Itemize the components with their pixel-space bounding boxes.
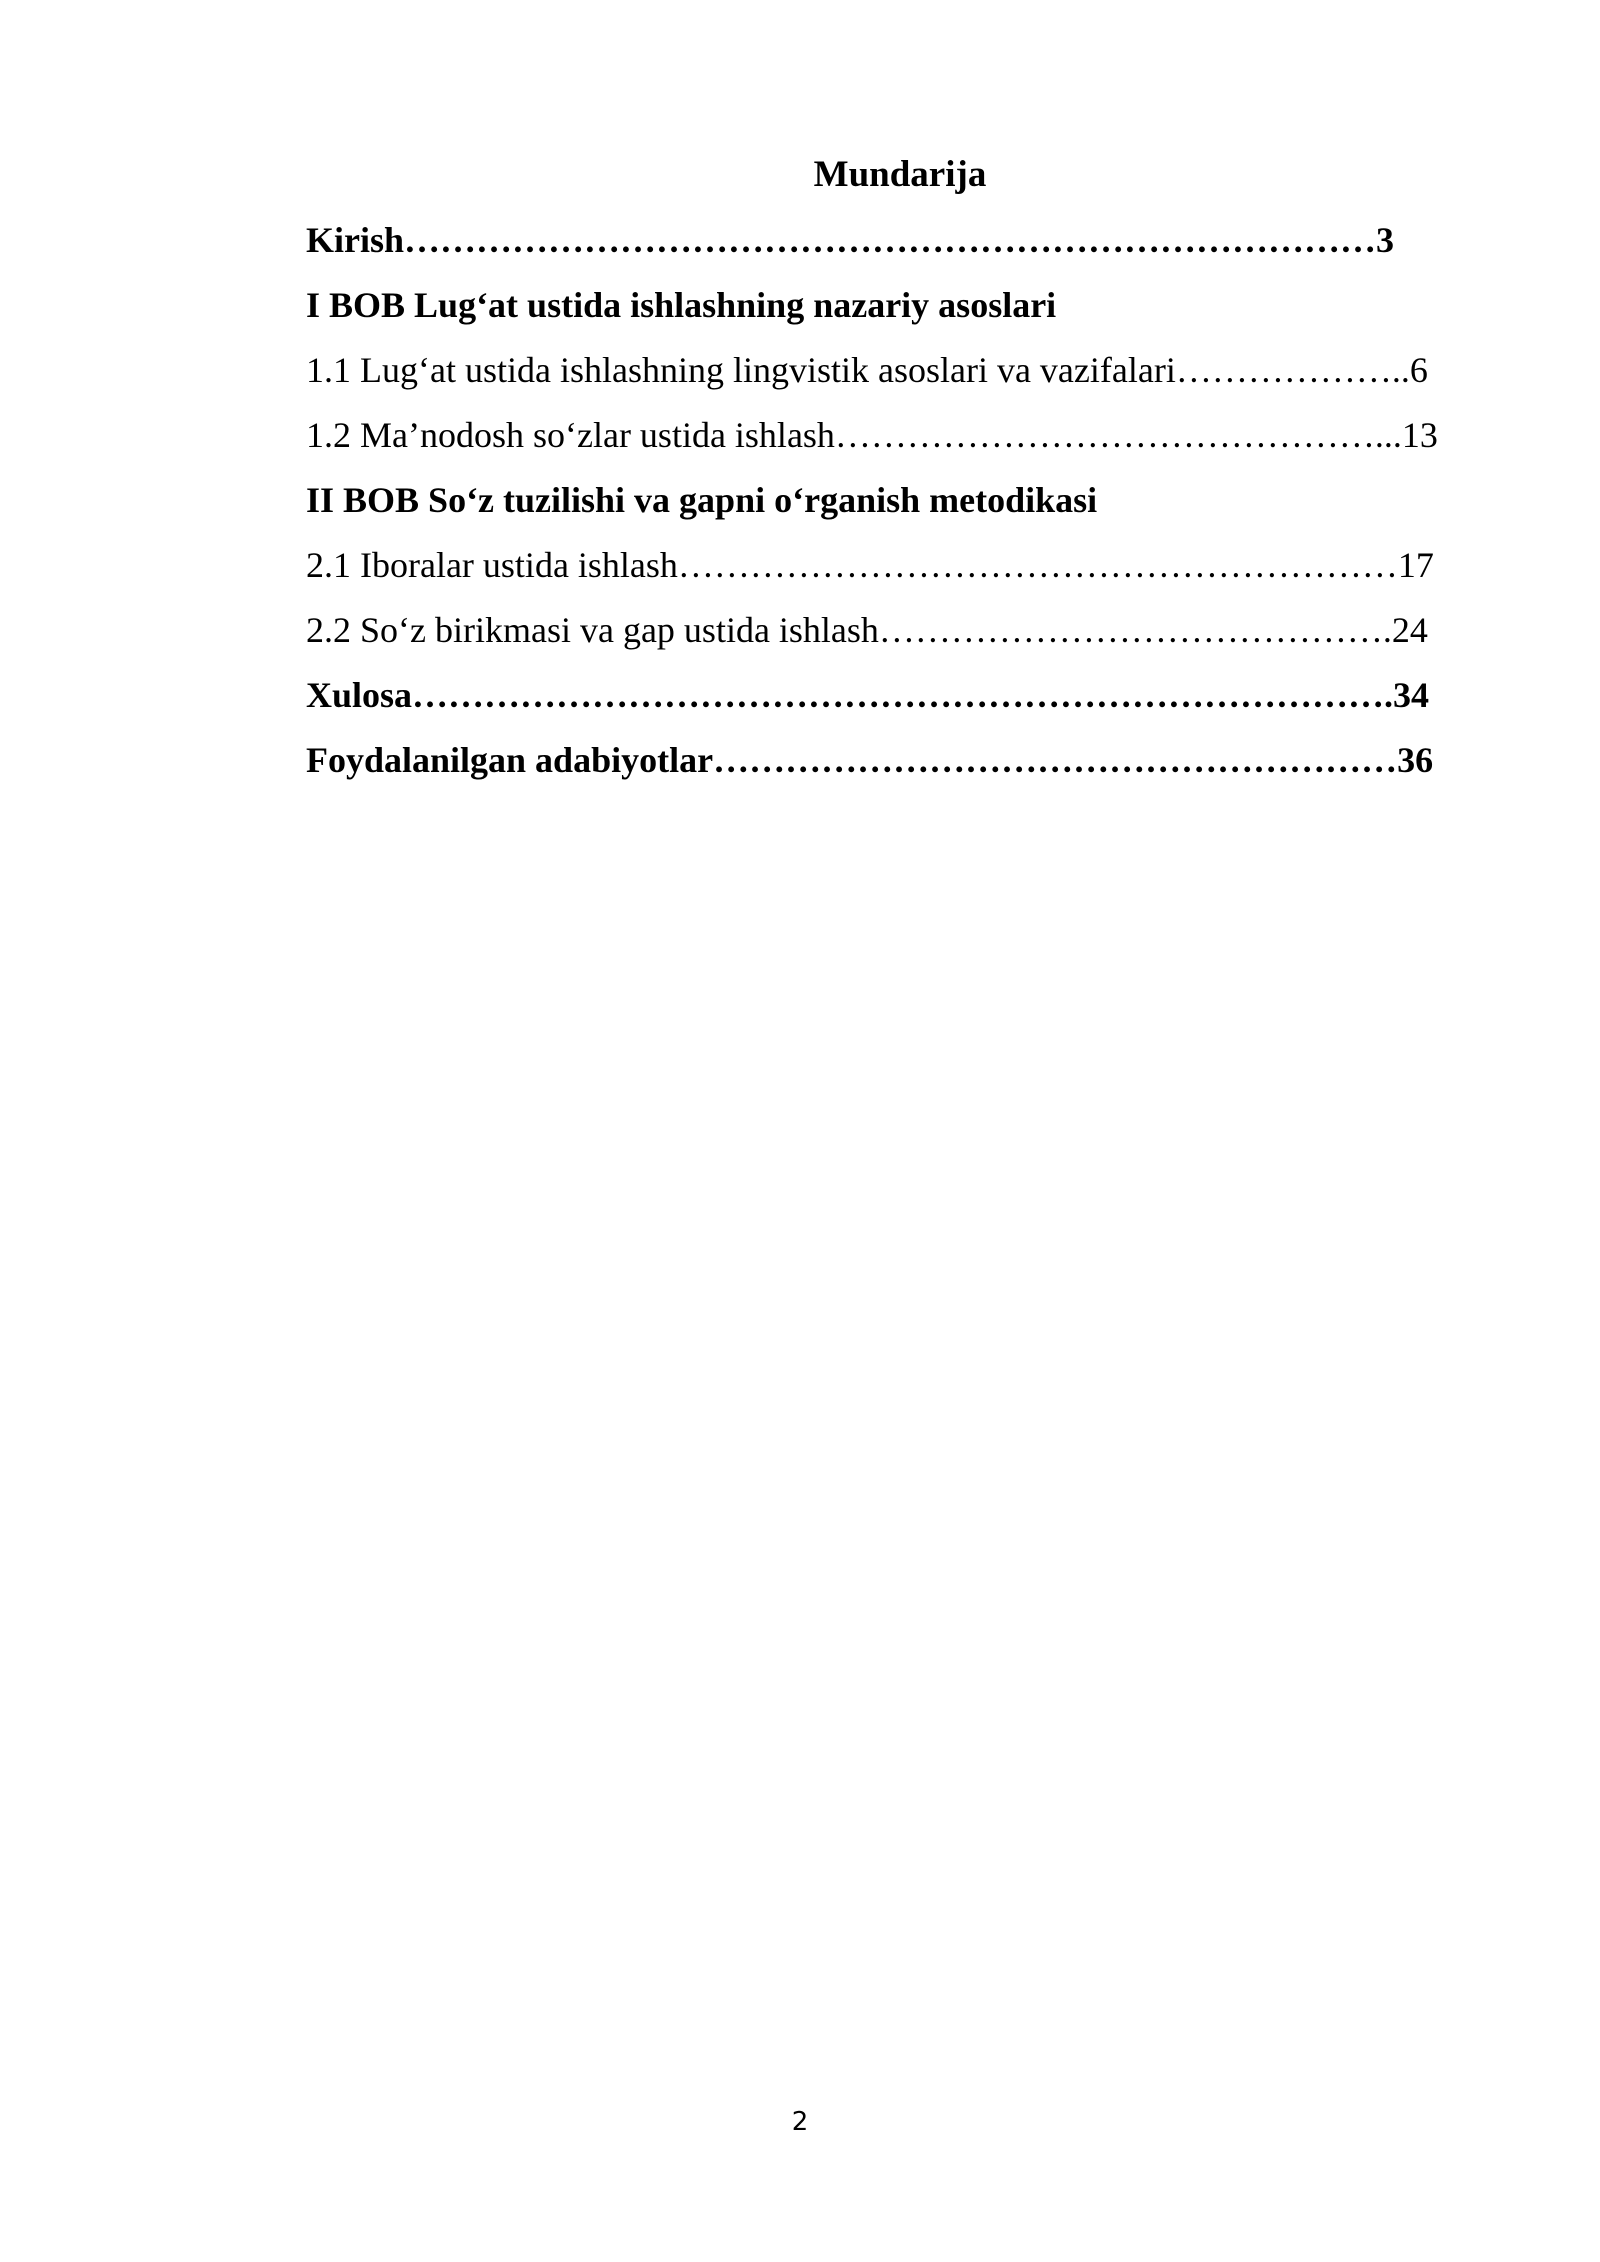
page-number: 2 [791,2107,809,2137]
toc-chapter-1-heading[interactable]: I BOB Lug‘at ustida ishlashning nazariy asoslari [306,285,1057,325]
toc-entry-references[interactable]: Foydalanilgan adabiyotlar…………………………………………………36 [306,740,1434,780]
toc-entry-2-1[interactable]: 2.1 Iboralar ustida ishlash……………………………………………………17 [306,545,1434,585]
toc-entry-2-2[interactable]: 2.2 So‘z birikmasi va gap ustida ishlash…………………………………….24 [306,610,1428,650]
toc-title: Mundarija [813,154,987,195]
toc-entry-1-1[interactable]: 1.1 Lug‘at ustida ishlashning lingvistik asoslari va vazifalari………………..6 [306,350,1428,390]
table-of-contents [306,215,1490,800]
toc-entry-conclusion[interactable]: Xulosa……………………………………………………………………….34 [306,675,1430,715]
toc-chapter-2-heading[interactable]: II BOB So‘z tuzilishi va gapni o‘rganish metodikasi [306,480,1098,520]
toc-entry-introduction[interactable]: Kirish………………………………………………………………………3 [306,220,1395,260]
toc-entry-1-2[interactable]: 1.2 Ma’nodosh so‘zlar ustida ishlash………………………………………...13 [306,415,1438,455]
